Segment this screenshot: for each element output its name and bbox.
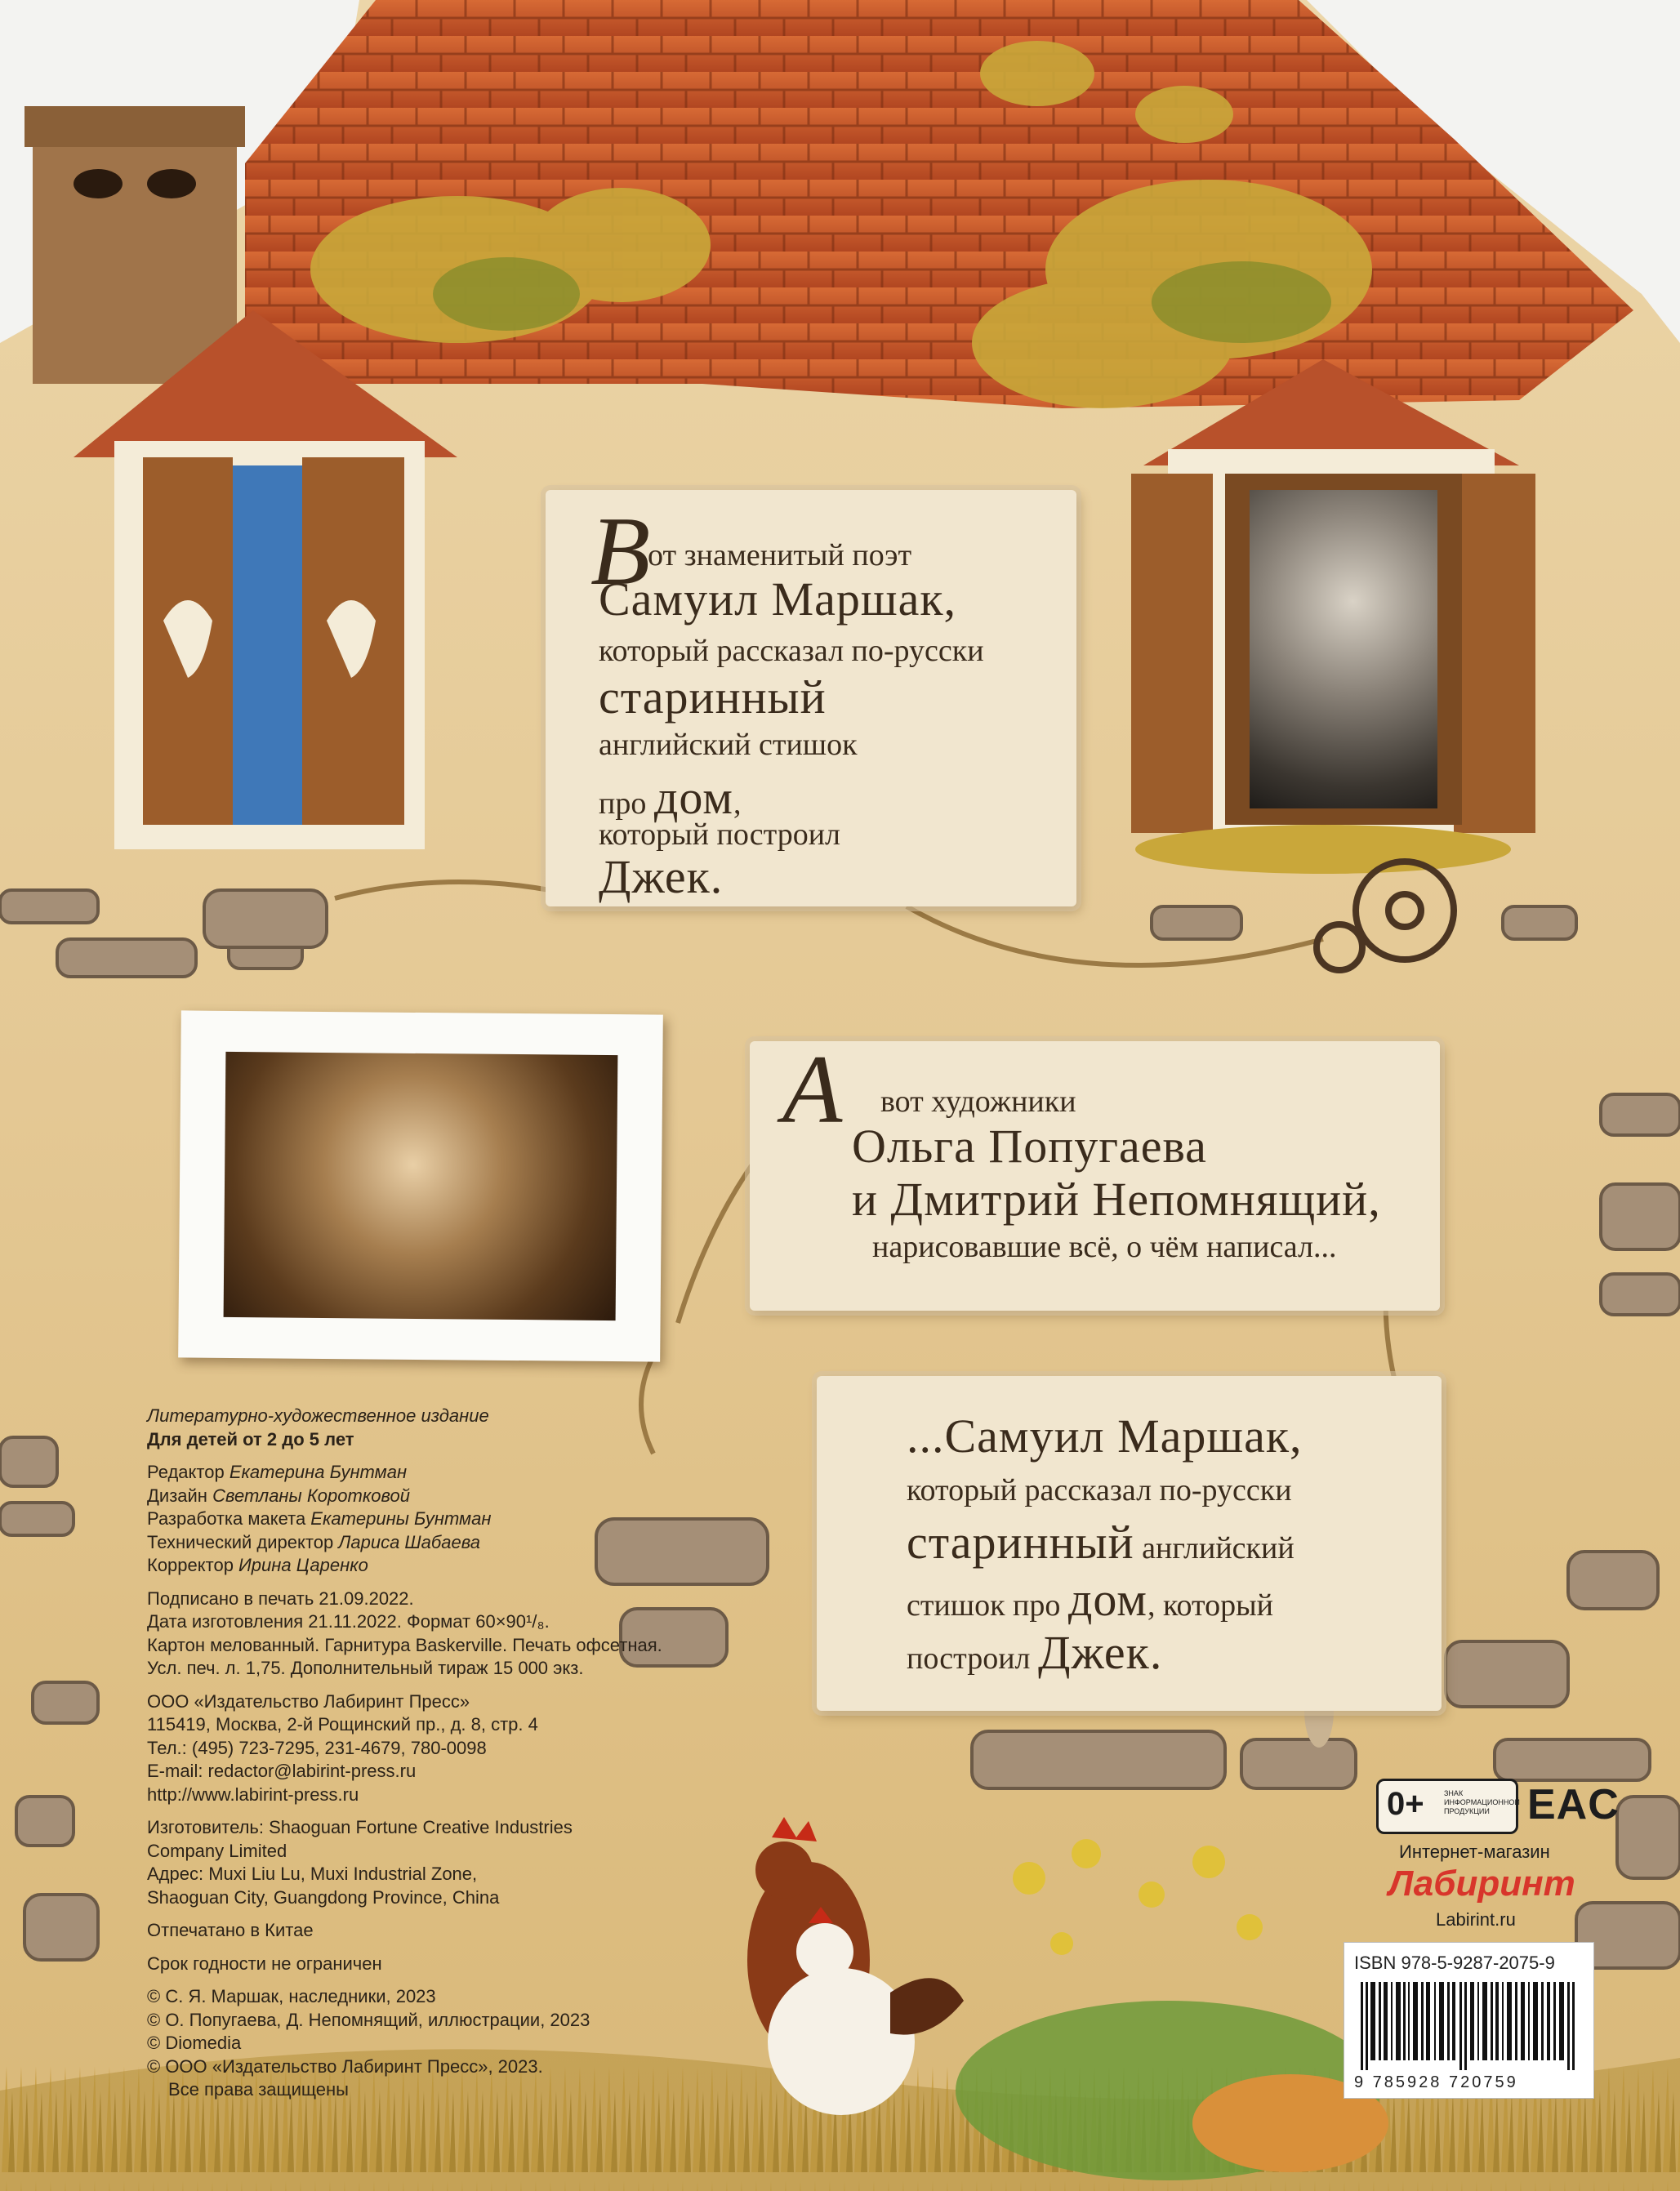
card-text: ,: [733, 786, 742, 821]
age-rating-caption: ЗНАК ИНФОРМАЦИОННОЙ ПРОДУКЦИИ: [1444, 1789, 1520, 1815]
card-text: дом: [1067, 1573, 1147, 1626]
imprint-role: Редактор: [147, 1462, 229, 1482]
imprint-line: [147, 1554, 817, 1578]
card-text: построил: [907, 1641, 1039, 1676]
spacer: [147, 1451, 817, 1461]
imprint-line: ООО «Издательство Лабиринт Пресс»: [147, 1690, 470, 1712]
text-card-marshak: [546, 490, 1076, 906]
card-text: , который: [1147, 1588, 1273, 1623]
imprint-line: 115419, Москва, 2-й Рощинский пр., д. 8, стр. 4: [147, 1714, 538, 1735]
card-text: старинный: [907, 1516, 1134, 1569]
spacer: [147, 1806, 817, 1816]
imprint-line: Адрес: Muxi Liu Lu, Muxi Industrial Zone,: [147, 1864, 478, 1884]
imprint-line: © С. Я. Маршак, наследники, 2023: [147, 1986, 436, 2006]
imprint-line: [147, 1485, 817, 1508]
spacer: [147, 1975, 817, 1985]
spacer: [147, 1909, 817, 1919]
imprint-line: Усл. печ. л. 1,75. Дополнительный тираж 15 000 экз.: [147, 1658, 584, 1678]
card-text: Джек.: [1038, 1626, 1163, 1679]
imprint-line: http://www.labirint-press.ru: [147, 1784, 359, 1805]
imprint-line: [147, 1531, 817, 1555]
artists-photo-image: [224, 1052, 618, 1320]
card-text: от знаменитый поэт: [648, 538, 912, 572]
imprint-role: Технический директор: [147, 1531, 339, 1552]
imprint-block: [147, 1405, 817, 2102]
imprint-person: Екатерины Бунтман: [310, 1508, 492, 1529]
shop-url: Labirint.ru: [1436, 1909, 1516, 1930]
imprint-line: [147, 1461, 817, 1485]
imprint-line: © Diomedia: [147, 2033, 242, 2053]
imprint-person: Лариса Шабаева: [338, 1531, 480, 1552]
card-text: вот художники: [880, 1084, 1076, 1119]
imprint-line: Картон мелованный. Гарнитура Baskerville. Печать офсетная.: [147, 1634, 662, 1655]
imprint-line: Литературно-художественное издание: [147, 1405, 489, 1426]
imprint-line: Срок годности не ограничен: [147, 1953, 382, 1974]
barcode-icon: [1361, 1982, 1581, 2070]
imprint-line: Company Limited: [147, 1840, 287, 1861]
card-text: нарисовавшие всё, о чём написал...: [872, 1230, 1337, 1264]
card-text: который построил: [599, 817, 841, 852]
spacer: [147, 1943, 817, 1953]
card-text: ...Самуил Маршак,: [907, 1409, 1303, 1463]
card-text: дом: [653, 771, 733, 824]
imprint-line: Отпечатано в Китае: [147, 1920, 314, 1940]
imprint-role: Дизайн: [147, 1485, 213, 1506]
card-text: и Дмитрий Непомнящий,: [852, 1173, 1381, 1226]
card-text: который рассказал по-русски: [907, 1473, 1292, 1507]
spacer: [147, 1681, 817, 1690]
drop-cap: В: [590, 497, 651, 605]
artists-photo: [178, 1010, 663, 1361]
imprint-person: Ирина Царенко: [238, 1555, 368, 1575]
poet-portrait: [1250, 490, 1437, 808]
imprint-line: Тел.: (495) 723-7295, 231-4679, 780-0098: [147, 1737, 487, 1758]
imprint-line: Дата изготовления 21.11.2022. Формат 60×90¹/₈.: [147, 1611, 550, 1632]
isbn-digits: 9 785928 720759: [1354, 2073, 1518, 2091]
card-text: [907, 1572, 1273, 1627]
imprint-line: Для детей от 2 до 5 лет: [147, 1428, 354, 1450]
spacer: [147, 1578, 817, 1588]
imprint-line: [147, 1507, 817, 1531]
imprint-line: E-mail: redactor@labirint-press.ru: [147, 1761, 417, 1781]
age-rating: 0+: [1387, 1786, 1424, 1822]
card-text: стишок про: [907, 1588, 1068, 1623]
isbn-label: ISBN 978-5-9287-2075-9: [1354, 1953, 1555, 1973]
card-text: про: [599, 786, 654, 821]
imprint-role: Корректор: [147, 1555, 239, 1575]
card-text: [907, 1625, 1162, 1680]
card-text: английский: [1134, 1531, 1295, 1565]
imprint-line: Все права защищены: [168, 2079, 349, 2100]
card-text: [907, 1515, 1295, 1570]
card-text: Ольга Попугаева: [852, 1120, 1207, 1173]
imprint-line: Изготовитель: Shaoguan Fortune Creative Industries: [147, 1817, 573, 1837]
isbn-barcode: [1344, 1942, 1594, 2099]
card-text: Джек.: [599, 850, 724, 903]
imprint-line: © О. Попугаева, Д. Непомнящий, иллюстрации, 2023: [147, 2009, 590, 2030]
imprint-line: © ООО «Издательство Лабиринт Пресс», 2023.: [147, 2055, 543, 2077]
text-card-summary: [817, 1376, 1442, 1711]
imprint-line: Shaoguan City, Guangdong Province, China: [147, 1886, 500, 1908]
imprint-line: Подписано в печать 21.09.2022.: [147, 1588, 414, 1609]
card-text: Самуил Маршак,: [599, 572, 957, 626]
shop-logo: Лабиринт: [1388, 1864, 1575, 1904]
imprint-person: Светланы Коротковой: [212, 1485, 410, 1506]
age-rating-badge: [1376, 1779, 1518, 1834]
card-text: старинный: [599, 670, 827, 724]
imprint-role: Разработка макета: [147, 1508, 311, 1529]
card-text: английский стишок: [599, 728, 858, 762]
eac-mark: EAC: [1527, 1781, 1620, 1828]
drop-cap: А: [782, 1035, 843, 1143]
text-card-artists: [750, 1035, 1440, 1311]
shop-caption: Интернет-магазин: [1399, 1841, 1550, 1862]
card-text: который рассказал по-русски: [599, 634, 984, 668]
imprint-person: Екатерина Бунтман: [229, 1462, 408, 1482]
